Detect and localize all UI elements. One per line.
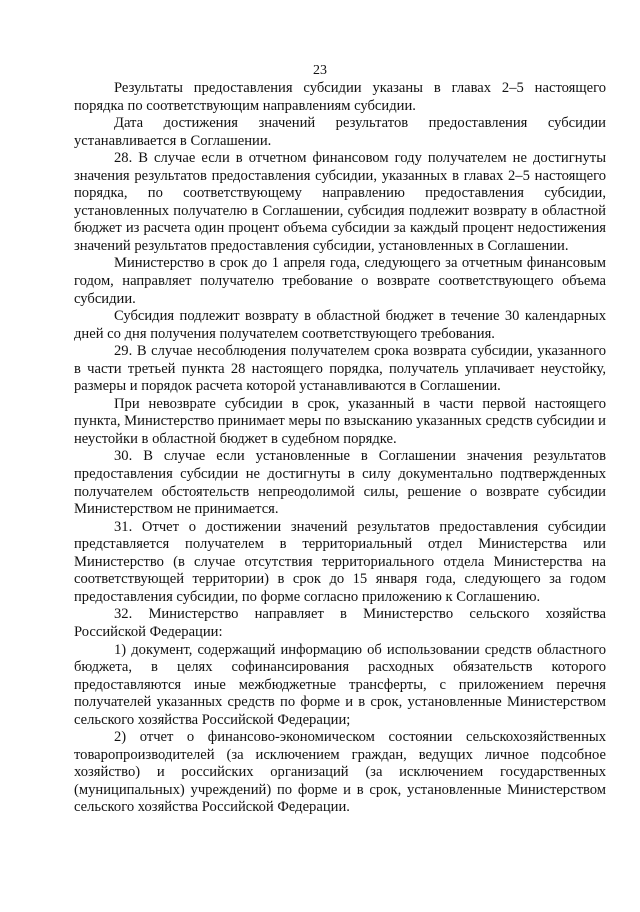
paragraph-item-31: 31. Отчет о достижении значений результатов предоставления субсидии представляется получателем в территориальный отдел Министерства или Министерство (в случае отсутствия территориального отдела Министерства на соответствующей территории) в срок до 15 января года, следующего за годом предоставления субсидии, по форме согласно приложению к Соглашению. bbox=[74, 518, 606, 605]
page-number: 23 bbox=[313, 63, 327, 78]
paragraph-ministry-demand: Министерство в срок до 1 апреля года, следующего за отчетным финансовым годом, направляет получателю требование о возврате соответствующего объема субсидии. bbox=[74, 255, 606, 307]
paragraph-return-term: Субсидия подлежит возврату в областной бюджет в течение 30 календарных дней со дня получения получателем соответствующего требования. bbox=[74, 308, 606, 342]
paragraph-item-32-sub-1: 1) документ, содержащий информацию об использовании средств областного бюджета, в целях софинансирования расходных обязательств которого предоставляются иные межбюджетные трансферты, с приложением перечня получателей указанных средств по форме и в срок, установленные Министерством сельского хозяйства Российской Федерации; bbox=[74, 641, 606, 728]
paragraph-item-30: 30. В случае если установленные в Соглашении значения результатов предоставления субсидии не достигнуты в силу документально подтвержденных получателем обстоятельств непреодолимой силы, решение о возврате субсидии Министерством не принимается. bbox=[74, 448, 606, 518]
paragraph-item-32-sub-2: 2) отчет о финансово-экономическом состоянии сельскохозяйственных товаропроизводителей (за исключением граждан, ведущих личное подсобное хозяйство) и российских организаций (за исключением государственных (муниципальных) учреждений) по форме и в срок, установленные Министерством сельского хозяйства Российской Федерации. bbox=[74, 729, 606, 816]
paragraph-item-28: 28. В случае если в отчетном финансовом году получателем не достигнуты значения результатов предоставления субсидии, указанных в главах 2–5 настоящего порядка, по соответствующему направлению предоставления субсидии, установленных получателю в Соглашении, субсидия подлежит возврату в областной бюджет из расчета один процент объема субсидии за каждый процент недостижения значений результатов предоставления субсидии, установленных в Соглашении. bbox=[74, 150, 606, 254]
paragraph-achievement-date: Дата достижения значений результатов предоставления субсидии устанавливается в Соглашении. bbox=[74, 115, 606, 149]
document-body bbox=[74, 80, 606, 817]
paragraph-item-32: 32. Министерство направляет в Министерство сельского хозяйства Российской Федерации: bbox=[74, 606, 606, 640]
paragraph-item-29: 29. В случае несоблюдения получателем срока возврата субсидии, указанного в части третьей пункта 28 настоящего порядка, получатель уплачивает неустойку, размеры и порядок расчета которой устанавливаются в Соглашении. bbox=[74, 343, 606, 395]
paragraph-court-recovery: При невозврате субсидии в срок, указанный в части первой настоящего пункта, Министерство принимает меры по взысканию указанных средств субсидии и неустойки в областной бюджет в судебном порядке. bbox=[74, 395, 606, 447]
paragraph-results-chapters: Результаты предоставления субсидии указаны в главах 2–5 настоящего порядка по соответствующим направлениям субсидии. bbox=[74, 80, 606, 114]
